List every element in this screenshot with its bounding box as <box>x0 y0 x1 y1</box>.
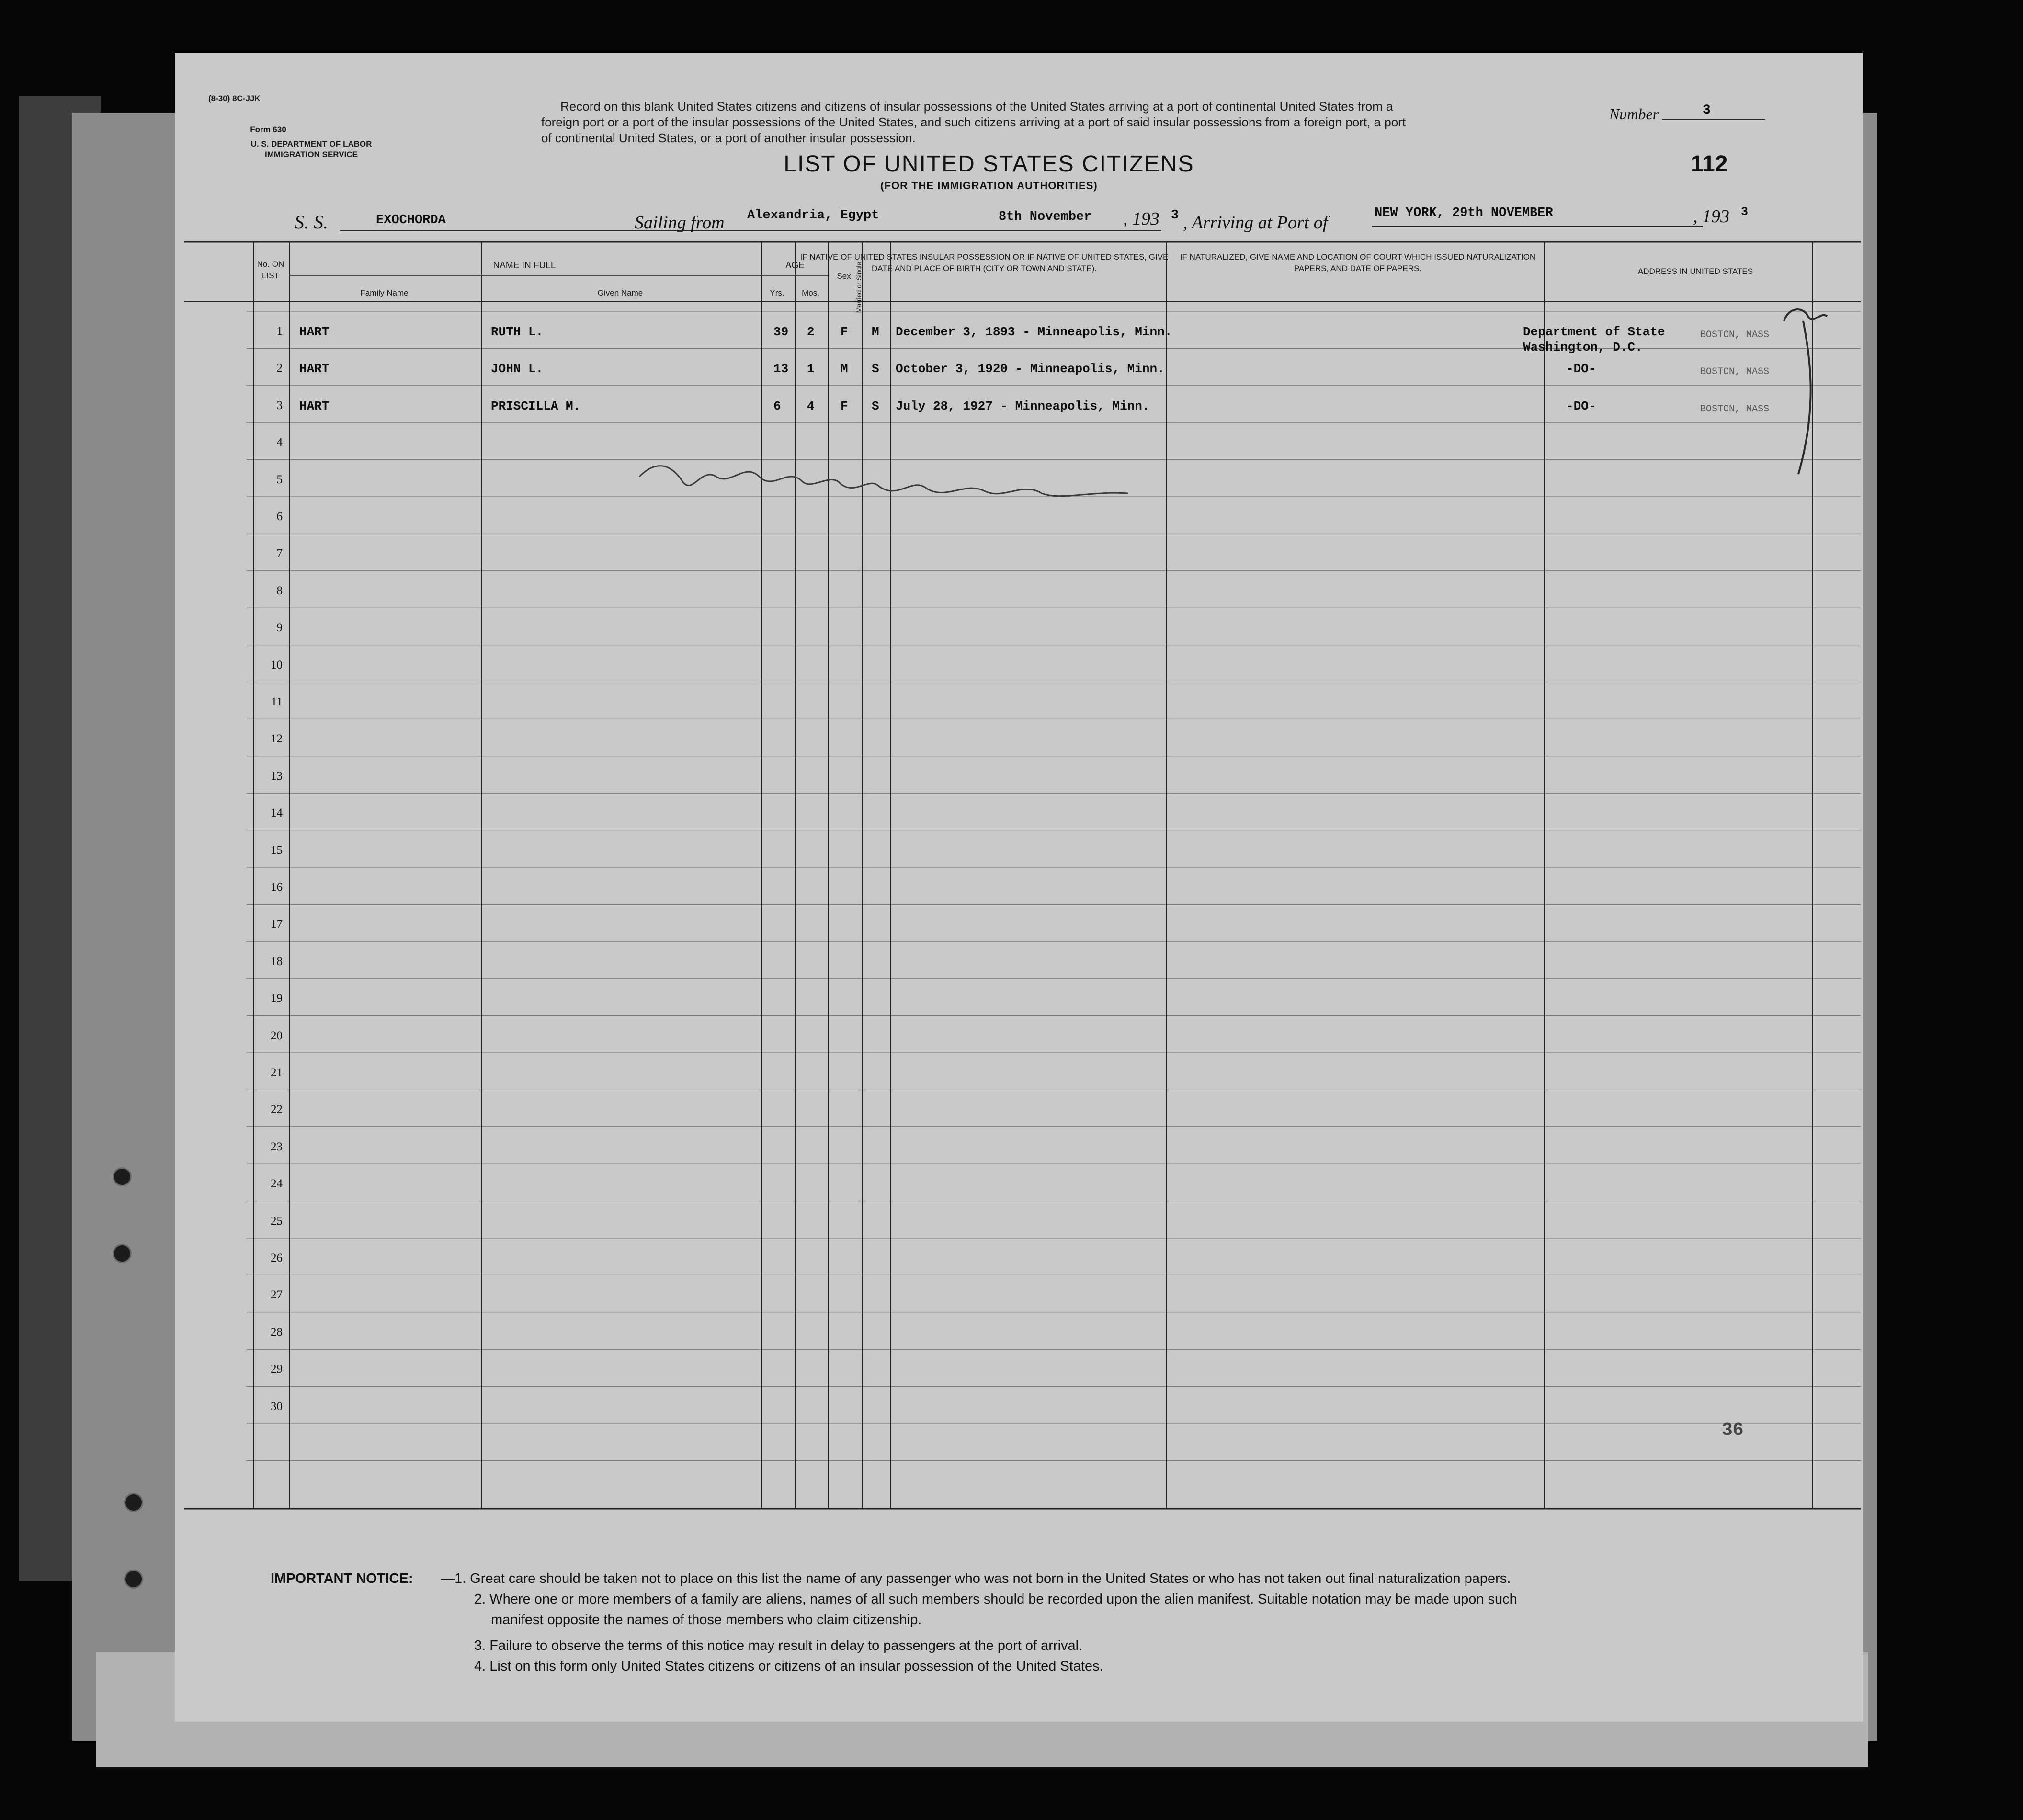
row-number: 30 <box>271 1399 283 1413</box>
passenger-age-months: 4 <box>807 398 815 413</box>
row-number: 4 <box>276 436 283 449</box>
passenger-family-name: HART <box>299 362 330 376</box>
passenger-address: Department of State <box>1523 325 1665 339</box>
row-number: 1 <box>276 325 283 338</box>
number-label: Number <box>1609 105 1659 123</box>
arrival-port: NEW YORK, 29th NOVEMBER <box>1375 206 1553 220</box>
notice-item-3: 3. Failure to observe the terms of this notice may result in delay to passengers at the port of arrival. <box>474 1638 1083 1653</box>
passenger-given-name: JOHN L. <box>491 362 544 376</box>
punch-hole <box>125 1571 142 1587</box>
row-number: 11 <box>271 695 283 708</box>
ss-label: S. S. <box>295 211 328 233</box>
punch-hole <box>114 1245 130 1262</box>
ship-name: EXOCHORDA <box>376 213 446 228</box>
passenger-sex: F <box>841 398 848 413</box>
passenger-sex: F <box>841 325 848 339</box>
passenger-birth: July 28, 1927 - Minneapolis, Minn. <box>896 398 1150 413</box>
col-header-birth: IF NATIVE OF UNITED STATES INSULAR POSSESSION OR IF NATIVE OF UNITED STATES, GIVE DATE AND PLACE OF BIRTH (CITY OR TOWN AND STATE). <box>800 252 1169 273</box>
row-number: 2 <box>276 362 283 375</box>
passenger-family-name: HART <box>299 325 330 339</box>
passenger-birth: October 3, 1920 - Minneapolis, Minn. <box>896 362 1165 376</box>
passenger-age-years: 13 <box>773 362 789 376</box>
col-header-naturalized: IF NATURALIZED, GIVE NAME AND LOCATION OF COURT WHICH ISSUED NATURALIZATION PAPERS, AND DATE OF PAPERS. <box>1180 252 1536 273</box>
manifest-page <box>175 53 1863 1722</box>
department-label: U. S. DEPARTMENT OF LABOR <box>250 139 372 148</box>
from-port: Alexandria, Egypt <box>747 208 879 223</box>
passenger-age-years: 6 <box>773 398 781 413</box>
notice-item-4: 4. List on this form only United States citizens or citizens of an insular possession of the United States. <box>474 1659 1103 1674</box>
row-number: 12 <box>271 732 283 746</box>
punch-hole <box>125 1494 142 1511</box>
passenger-age-months: 2 <box>807 325 815 339</box>
col-header-sex: Sex <box>837 272 851 281</box>
col-header-age: AGE <box>785 261 805 271</box>
row-number: 17 <box>271 918 283 931</box>
passenger-marital-status: M <box>872 325 879 339</box>
notice-item-2-cont: manifest opposite the names of those members who claim citizenship. <box>491 1612 922 1627</box>
col-header-mos: Mos. <box>802 288 819 297</box>
row-number: 8 <box>276 584 283 597</box>
stamp-36: 36 <box>1722 1420 1744 1441</box>
arriving-label: , Arriving at Port of <box>1183 213 1328 233</box>
service-label: IMMIGRATION SERVICE <box>265 150 358 159</box>
year-digit-2: 3 <box>1741 205 1749 219</box>
row-number: 10 <box>271 658 283 671</box>
row-number: 13 <box>271 769 283 783</box>
col-header-no: No. ON LIST <box>257 260 284 280</box>
passenger-address: -DO- <box>1566 362 1596 376</box>
row-number: 28 <box>271 1325 283 1339</box>
passenger-age-years: 39 <box>773 325 789 339</box>
year-prefix-1: , 193 <box>1123 209 1159 229</box>
col-header-family: Family Name <box>360 288 409 297</box>
row-number: 18 <box>271 955 283 968</box>
passenger-marital-status: S <box>872 398 879 413</box>
row-number: 29 <box>271 1363 283 1376</box>
handwritten-mark <box>1774 302 1832 489</box>
passenger-address: -DO- <box>1566 398 1596 413</box>
page-subtitle: (FOR THE IMMIGRATION AUTHORITIES) <box>880 180 1098 192</box>
sailing-date: 8th November <box>999 210 1092 224</box>
passenger-family-name: HART <box>299 398 330 413</box>
row-number: 19 <box>271 992 283 1005</box>
record-line: foreign port or a port of the insular possessions of the United States, and such citizens arriving at a port of said insular possessions from a foreign port, a port <box>541 115 1406 129</box>
passenger-marital-status: S <box>872 362 879 376</box>
row-number: 26 <box>271 1251 283 1264</box>
passenger-age-months: 1 <box>807 362 815 376</box>
passenger-birth: December 3, 1893 - Minneapolis, Minn. <box>896 325 1172 339</box>
form-number: Form 630 <box>250 125 286 134</box>
row-number: 27 <box>271 1288 283 1302</box>
col-header-married: Married or Single <box>855 262 863 313</box>
row-number: 14 <box>271 807 283 820</box>
row-number: 20 <box>271 1029 283 1042</box>
passenger-address-note: BOSTON, MASS <box>1700 403 1770 415</box>
col-header-yrs: Yrs. <box>770 288 784 297</box>
notice-item-2: 2. Where one or more members of a family are aliens, names of all such members should be recorded upon the alien manifest. Suitable notation may be made upon such <box>474 1592 1517 1607</box>
record-line: Record on this blank United States citizens and citizens of insular possessions of the United States arriving at a port of continental United States from a <box>560 99 1393 114</box>
row-number: 23 <box>271 1140 283 1153</box>
manifest-table <box>175 53 1863 1722</box>
col-header-name: NAME IN FULL <box>493 261 556 271</box>
table-grid <box>175 53 1863 1722</box>
passenger-given-name: RUTH L. <box>491 325 544 339</box>
row-number: 7 <box>276 547 283 560</box>
row-number: 21 <box>271 1066 283 1079</box>
row-number: 24 <box>271 1177 283 1191</box>
col-header-address: ADDRESS IN UNITED STATES <box>1637 267 1753 276</box>
sailing-label: Sailing from <box>635 213 725 233</box>
notice-heading: IMPORTANT NOTICE: <box>271 1571 413 1586</box>
row-number: 15 <box>271 843 283 857</box>
passenger-address-note: BOSTON, MASS <box>1700 366 1770 378</box>
row-number: 22 <box>271 1103 283 1116</box>
col-header-given: Given Name <box>597 288 643 297</box>
page-number: 112 <box>1691 151 1728 177</box>
row-number: 3 <box>276 398 283 412</box>
notice-item-1: —1. Great care should be taken not to place on this list the name of any passenger who was not born in the United States or who has not taken out final naturalization papers. <box>441 1571 1511 1586</box>
passenger-sex: M <box>841 362 848 376</box>
punch-hole <box>114 1169 130 1185</box>
passenger-address-note: BOSTON, MASS <box>1700 330 1770 341</box>
row-number: 9 <box>276 621 283 635</box>
year-prefix-2: , 193 <box>1693 206 1729 227</box>
row-number: 25 <box>271 1214 283 1228</box>
number-value: 3 <box>1703 103 1711 118</box>
form-code: (8-30) 8C-JJK <box>208 94 261 103</box>
row-number: 5 <box>276 473 283 486</box>
row-number: 16 <box>271 881 283 894</box>
record-line: of continental United States, or a port of another insular possession. <box>541 131 916 145</box>
passenger-given-name: PRISCILLA M. <box>491 398 581 413</box>
row-number: 6 <box>276 510 283 523</box>
year-digit-1: 3 <box>1171 208 1179 223</box>
handwritten-signature <box>630 448 1133 510</box>
passenger-address-line2: Washington, D.C. <box>1523 340 1643 354</box>
page-title: LIST OF UNITED STATES CITIZENS <box>784 151 1194 177</box>
